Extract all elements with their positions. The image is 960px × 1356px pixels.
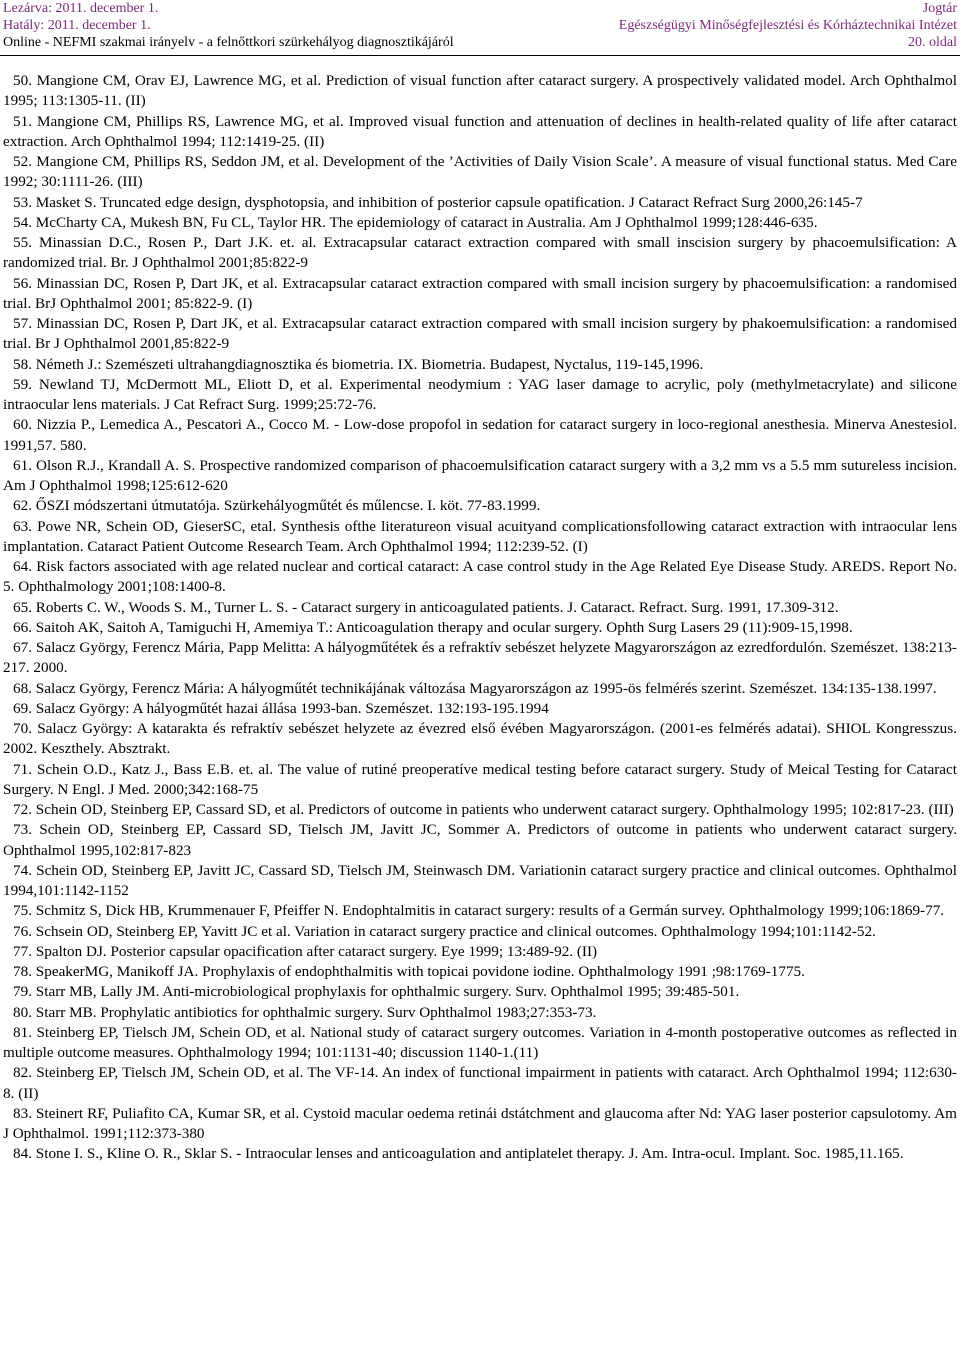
reference-item: 80. Starr MB. Prophylatic antibiotics for ophthalmic surgery. Surv Ophthalmol 1983;27:353-73. [13, 1003, 597, 1021]
header-row-3 [3, 34, 957, 51]
reference-item: 77. Spalton DJ. Posterior capsular opacification after cataract surgery. Eye 1999; 13:489-92. (II) [13, 942, 598, 960]
reference-item: 67. Salacz György, Ferencz Mária, Papp Melitta: A hályogműtétek és a refraktív sebészet helyzete Magyarországon az ezredfordulón. Szemészet. 138:213-217. 2000. [3, 639, 957, 677]
reference-item: 81. Steinberg EP, Tielsch JM, Schein OD, et al. National study of cataract surgery outcomes. Variation in 4-month postoperative outcomes as reflected in multiple outcome measures. Ophthalmology 1994; 101:1131-40; discussion 1140-1.(11) [3, 1023, 957, 1061]
reference-item: 66. Saitoh AK, Saitoh A, Tamiguchi H, Amemiya T.: Anticoagulation therapy and ocular surgery. Ophth Surg Lasers 29 (11):909-15,1998. [13, 618, 853, 636]
reference-list [3, 71, 957, 1165]
reference-item: 70. Salacz György: A katarakta és refraktív sebészet helyzete az évezred első évében Magyarországon. (2001-es felmérés adatai). SHIOL Kongresszus. 2002. Keszthely. Absztrakt. [3, 720, 957, 758]
reference-item: 78. SpeakerMG, Manikoff JA. Prophylaxis of endophthalmitis with topicai povidone iodine. Ophthalmology 1991 ;98:1769-1775. [13, 963, 805, 980]
page-number: 20. oldal [908, 35, 957, 50]
reference-item: 73. Schein OD, Steinberg EP, Cassard SD, Tielsch JM, Javitt JC, Sommer A. Predictors of outcome in patients who underwent cataract surgery. Ophthalmol 1995,102:817-823 [3, 821, 957, 859]
reference-item: 75. Schmitz S, Dick HB, Krummenauer F, Pfeiffer N. Endophtalmitis in cataract surgery: results of a Germán survey. Ophthalmology 1999;106:1869-77. [13, 902, 945, 920]
reference-item: 54. McCharty CA, Mukesh BN, Fu CL, Taylor HR. The epidemiology of cataract in Australia. Am J Ophthalmol 1999;128:446-635. [13, 213, 818, 231]
reference-item: 53. Masket S. Truncated edge design, dysphotopsia, and inhibition of posterior capsule opatification. J Cataract Refract Surg 2000,26:145-7 [13, 193, 863, 211]
closed-date: Lezárva: 2011. december 1. [3, 1, 159, 16]
reference-item: 62. ŐSZI módszertani útmutatója. Szürkehályogműtét és műlencse. I. köt. 77-83.1999. [13, 497, 541, 515]
publisher-name: Jogtár [922, 1, 957, 16]
reference-item: 71. Schein O.D., Katz J., Bass E.B. et. al. The value of rutiné preoperatíve medical testing before cataract surgery. Study of Meical Testing for Cataract Surgery. N Engl. J Med. 2000;342:168-75 [3, 760, 957, 798]
reference-item: 59. Newland TJ, McDermott ML, Eliott D, et al. Experimental neodymium : YAG laser damage to acrylic, poly (methylmetacrylate) and silicone intraocular lens materials. J Cat Refract Surg. 1999;25:72-76. [3, 375, 957, 413]
reference-item: 58. Németh J.: Szemészeti ultrahangdiagnosztika és biometria. IX. Biometria. Budapest, Nyctalus, 119-145,1996. [13, 355, 704, 373]
document-title: Online - NEFMI szakmai irányelv - a felnőttkori szürkehályog diagnosztikájáról [3, 35, 454, 50]
reference-item: 56. Minassian DC, Rosen P, Dart JK, et al. Extracapsular cataract extraction compared with small incision surgery by phacoemulsification: a randomised trial. BrJ Ophthalmol 2001; 85:822-9. (I) [3, 274, 957, 312]
page-header [0, 0, 960, 56]
reference-item: 65. Roberts C. W., Woods S. M., Turner L. S. - Cataract surgery in anticoagulated patients. J. Cataract. Refract. Surg. 1991, 17.309-312. [13, 598, 839, 616]
effective-date: Hatály: 2011. december 1. [3, 18, 151, 33]
header-divider [0, 55, 960, 56]
reference-item: 82. Steinberg EP, Tielsch JM, Schein OD, et al. The VF-14. An index of functional impairment in patients with cataract. Arch Ophthalmol 1994; 112:630-8. (II) [3, 1064, 957, 1102]
reference-item: 83. Steinert RF, Puliafito CA, Kumar SR, et al. Cystoid macular oedema retinái dstátchment and glaucoma after Nd: YAG laser posterior capsulotomy. Am J Ophthalmol. 1991;112:373-380 [3, 1104, 957, 1142]
reference-item: 84. Stone I. S., Kline O. R., Sklar S. - Intraocular lenses and anticoagulation and antiplatelet therapy. J. Am. Intra-ocul. Implant. Soc. 1985,11.165. [13, 1145, 904, 1163]
reference-item: 76. Schsein OD, Steinberg EP, Yavitt JC et al. Variation in cataract surgery practice and clinical outcomes. Ophthalmology 1994;101:1142-52. [13, 922, 876, 940]
reference-item: 61. Olson R.J., Krandall A. S. Prospective randomized comparison of phacoemulsification cataract surgery with a 3,2 mm vs a 5.5 mm sutureless incision. Am J Ophthalmol 1998;125:612-620 [3, 456, 957, 494]
reference-item: 50. Mangione CM, Orav EJ, Lawrence MG, et al. Prediction of visual function after cataract surgery. A prospectively validated model. Arch Ophthalmol 1995; 113:1305-11. (II) [3, 72, 957, 110]
reference-item: 51. Mangione CM, Phillips RS, Lawrence MG, et al. Improved visual function and attenuation of declines in health-related quality of life after cataract extraction. Arch Ophthalmol 1994; 112:1419-25. (II) [3, 112, 957, 150]
reference-item: 64. Risk factors associated with age related nuclear and cortical cataract: A case control study in the Age Related Eye Disease Study. AREDS. Report No. 5. Ophthalmology 2001;108:1400-8. [3, 558, 957, 596]
reference-item: 60. Nizzia P., Lemedica A., Pescatori A., Cocco M. - Low-dose propofol in sedation for cataract surgery in loco-regional anesthesia. Minerva Anestesiol. 1991,57. 580. [3, 416, 957, 454]
header-row-2 [3, 17, 957, 34]
reference-item: 68. Salacz György, Ferencz Mária: A hályogműtét technikájának változása Magyarországon az 1995-ös felmérés szerint. Szemészet. 134:135-138.1997. [13, 679, 937, 697]
reference-item: 74. Schein OD, Steinberg EP, Javitt JC, Cassard SD, Tielsch JM, Steinwasch DM. Variationin cataract surgery practice and clinical outcomes. Ophthalmol 1994,101:1142-1152 [3, 861, 957, 899]
reference-item: 63. Powe NR, Schein OD, GieserSC, etal. Synthesis ofthe literatureon visual acuityand complicationsfollowing cataract extraction with intraocular lens implantation. Cataract Patient Outcome Research Team. Arch Ophthalmol 1994; 112:239-52. (I) [3, 517, 957, 555]
reference-item: 72. Schein OD, Steinberg EP, Cassard SD, et al. Predictors of outcome in patients who underwent cataract surgery. Ophthalmology 1995; 102:817-23. (III) [13, 801, 954, 818]
header-row-1 [3, 0, 957, 17]
reference-item: 55. Minassian D.C., Rosen P., Dart J.K. et. al. Extracapsular cataract extraction compared with small inscision surgery by phacoemulsification: A randomized trial. Br. J Ophthalmol 2001;85:822-9 [3, 234, 957, 272]
reference-item: 57. Minassian DC, Rosen P, Dart JK, et al. Extracapsular cataract extraction compared with small incision surgery by phakoemulsification: a randomised trial. Br J Ophthalmol 2001,85:822-9 [3, 315, 957, 353]
reference-item: 69. Salacz György: A hályogműtét hazai állása 1993-ban. Szemészet. 132:193-195.1994 [13, 699, 549, 717]
reference-item: 79. Starr MB, Lally JM. Anti-microbiological prophylaxis for ophthalmic surgery. Surv. Ophthalmol 1995; 39:485-501. [13, 983, 740, 1001]
institute-name: Egészségügyi Minőségfejlesztési és Kórháztechnikai Intézet [618, 18, 957, 33]
reference-item: 52. Mangione CM, Phillips RS, Seddon JM, et al. Development of the ’Activities of Daily Vision Scale’. A measure of visual functional status. Med Care 1992; 30:1111-26. (III) [3, 153, 957, 191]
